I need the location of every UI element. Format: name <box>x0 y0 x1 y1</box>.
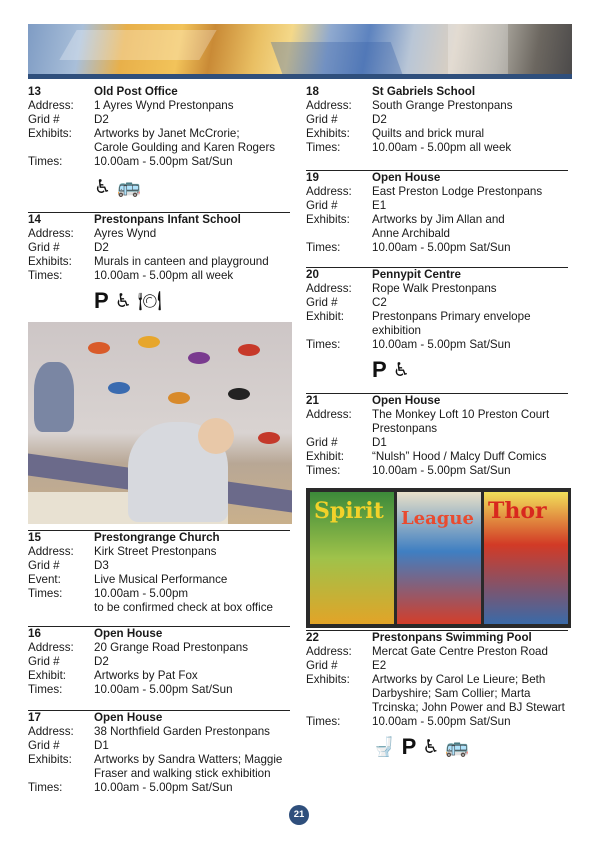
field-value: 10.00am - 5.00pm <box>94 587 189 600</box>
listing-entry <box>28 627 290 711</box>
field-value: 10.00am - 5.00pm all week <box>94 269 234 282</box>
venue-name: Prestonpans Infant School <box>94 213 241 226</box>
field-value-continued: to be confirmed check at box office <box>94 601 273 614</box>
field-label: Grid # <box>28 655 60 668</box>
listing-number: 22 <box>306 631 319 644</box>
comic-title-spirit: Spirit <box>314 498 384 524</box>
venue-name: Old Post Office <box>94 85 178 98</box>
listing-entry <box>28 531 290 627</box>
listing-number: 17 <box>28 711 41 724</box>
field-label: Address: <box>306 185 352 198</box>
field-value: Artworks by Carol Le Lieure; Beth <box>372 673 546 686</box>
field-label: Grid # <box>306 113 338 126</box>
facility-icons <box>28 175 290 199</box>
field-label: Times: <box>28 269 63 282</box>
header-banner-image <box>28 24 572 74</box>
field-label: Times: <box>28 155 63 168</box>
field-label: Address: <box>306 99 352 112</box>
field-value: Ayres Wynd <box>94 227 157 240</box>
field-value: “Nulsh” Hood / Malcy Duff Comics <box>372 450 547 463</box>
listing-number: 21 <box>306 394 319 407</box>
wheelchair-icon: ♿ <box>94 176 112 198</box>
field-label: Address: <box>28 725 74 738</box>
parking-icon: P <box>94 288 109 313</box>
field-value: Mercat Gate Centre Preston Road <box>372 645 548 658</box>
venue-name: Prestonpans Swimming Pool <box>372 631 532 644</box>
field-value: Quilts and brick mural <box>372 127 485 140</box>
parking-icon: P <box>372 357 387 382</box>
right-column <box>306 85 568 805</box>
dining-icon: 🍽 <box>137 290 162 312</box>
field-value: E1 <box>372 199 387 212</box>
field-label: Times: <box>306 464 341 477</box>
field-label: Times: <box>306 715 341 728</box>
field-value: Prestonpans Primary envelope <box>372 310 531 323</box>
field-value: D2 <box>372 113 387 126</box>
listing-number: 16 <box>28 627 41 640</box>
field-value: 1 Ayres Wynd Prestonpans <box>94 99 234 112</box>
field-label: Address: <box>28 545 74 558</box>
field-label: Times: <box>28 587 63 600</box>
field-label: Address: <box>28 227 74 240</box>
field-value: D3 <box>94 559 109 572</box>
field-value: 10.00am - 5.00pm Sat/Sun <box>94 781 233 794</box>
facility-icons <box>28 289 290 313</box>
venue-name: St Gabriels School <box>372 85 476 98</box>
field-label: Address: <box>306 282 352 295</box>
field-value: D2 <box>94 655 109 668</box>
field-label: Exhibits: <box>306 673 350 686</box>
field-value: D1 <box>94 739 109 752</box>
field-value: 10.00am - 5.00pm Sat/Sun <box>372 715 511 728</box>
field-label: Times: <box>306 141 341 154</box>
field-value: Artworks by Janet McCrorie; <box>94 127 240 140</box>
bus-icon: 🚌 <box>445 736 470 758</box>
field-value: Artworks by Sandra Watters; Maggie <box>94 753 283 766</box>
field-value-continued: Anne Archibald <box>372 227 450 240</box>
field-value: Kirk Street Prestonpans <box>94 545 217 558</box>
comics-photo <box>306 488 571 628</box>
field-label: Exhibit: <box>28 669 67 682</box>
facility-icons <box>306 358 568 382</box>
venue-name: Prestongrange Church <box>94 531 220 544</box>
wheelchair-icon: ♿ <box>114 290 132 312</box>
field-label: Address: <box>306 645 352 658</box>
field-label: Address: <box>28 99 74 112</box>
field-value: 10.00am - 5.00pm all week <box>372 141 512 154</box>
field-value: E2 <box>372 659 387 672</box>
listing-entry <box>28 711 290 801</box>
field-value-continued: Prestonpans <box>372 422 438 435</box>
field-value: 10.00am - 5.00pm Sat/Sun <box>94 155 233 168</box>
listing-entry <box>306 171 568 268</box>
venue-name: Pennypit Centre <box>372 268 461 281</box>
header-rule <box>28 74 572 79</box>
listing-number: 19 <box>306 171 319 184</box>
listing-number: 15 <box>28 531 41 544</box>
comic-title-thor: Thor <box>488 498 547 524</box>
field-value-continued: Fraser and walking stick exhibition <box>94 767 271 780</box>
field-label: Grid # <box>28 241 60 254</box>
field-label: Address: <box>28 641 74 654</box>
venue-name: Open House <box>94 627 163 640</box>
listing-entry <box>28 85 290 213</box>
field-value: C2 <box>372 296 387 309</box>
field-label: Grid # <box>28 739 60 752</box>
listing-number: 14 <box>28 213 41 226</box>
field-label: Exhibits: <box>28 753 72 766</box>
field-value: 10.00am - 5.00pm Sat/Sun <box>372 241 511 254</box>
venue-name: Open House <box>372 394 441 407</box>
listing-number: 20 <box>306 268 319 281</box>
field-label: Exhibit: <box>306 450 345 463</box>
toilet-icon: 🚽 <box>372 736 396 758</box>
field-value: 38 Northfield Garden Prestonpans <box>94 725 270 738</box>
field-label: Times: <box>306 241 341 254</box>
field-value: Rope Walk Prestonpans <box>372 282 497 295</box>
field-label: Address: <box>306 408 352 421</box>
field-value: D2 <box>94 241 109 254</box>
field-label: Event: <box>28 573 61 586</box>
listing-entry <box>306 631 568 765</box>
field-label: Grid # <box>306 436 338 449</box>
field-value: Artworks by Jim Allan and <box>372 213 505 226</box>
field-value-continued: exhibition <box>372 324 421 337</box>
field-value: Live Musical Performance <box>94 573 228 586</box>
mural-photo <box>28 322 292 524</box>
venue-name: Open House <box>372 171 441 184</box>
field-value-continued: Darbyshire; Sam Collier; Marta Trcinska; John Power and BJ Stewart <box>372 687 565 714</box>
parking-icon: P <box>401 734 417 759</box>
facility-icons <box>306 735 568 759</box>
field-label: Grid # <box>306 199 338 212</box>
field-value: 10.00am - 5.00pm Sat/Sun <box>94 683 233 696</box>
field-label: Grid # <box>306 296 338 309</box>
field-label: Grid # <box>306 659 338 672</box>
field-value: East Preston Lodge Prestonpans <box>372 185 543 198</box>
field-label: Exhibits: <box>306 213 350 226</box>
field-value: 10.00am - 5.00pm Sat/Sun <box>372 338 511 351</box>
field-label: Grid # <box>28 559 60 572</box>
wheelchair-icon: ♿ <box>422 736 440 758</box>
wheelchair-icon: ♿ <box>392 359 410 381</box>
field-label: Grid # <box>28 113 60 126</box>
listing-entry <box>306 85 568 171</box>
field-label: Times: <box>28 683 63 696</box>
listing-number: 18 <box>306 85 319 98</box>
field-value-continued: Carole Goulding and Karen Rogers <box>94 141 276 154</box>
field-value: The Monkey Loft 10 Preston Court <box>372 408 550 421</box>
page-number: 21 <box>289 805 309 825</box>
listing-entry <box>306 268 568 394</box>
listing-number: 13 <box>28 85 41 98</box>
field-value: D1 <box>372 436 387 449</box>
field-label: Times: <box>28 781 63 794</box>
field-value: 10.00am - 5.00pm Sat/Sun <box>372 464 511 477</box>
field-label: Exhibit: <box>306 310 345 323</box>
bus-icon: 🚌 <box>117 176 141 198</box>
field-label: Exhibits: <box>28 255 72 268</box>
field-value: Murals in canteen and playground <box>94 255 269 268</box>
field-value: D2 <box>94 113 109 126</box>
field-value: Artworks by Pat Fox <box>94 669 198 682</box>
field-label: Times: <box>306 338 341 351</box>
field-label: Exhibits: <box>28 127 72 140</box>
field-value: 20 Grange Road Prestonpans <box>94 641 249 654</box>
comic-title-league: League <box>401 508 474 529</box>
venue-name: Open House <box>94 711 163 724</box>
field-label: Exhibits: <box>306 127 350 140</box>
field-value: South Grange Prestonpans <box>372 99 513 112</box>
